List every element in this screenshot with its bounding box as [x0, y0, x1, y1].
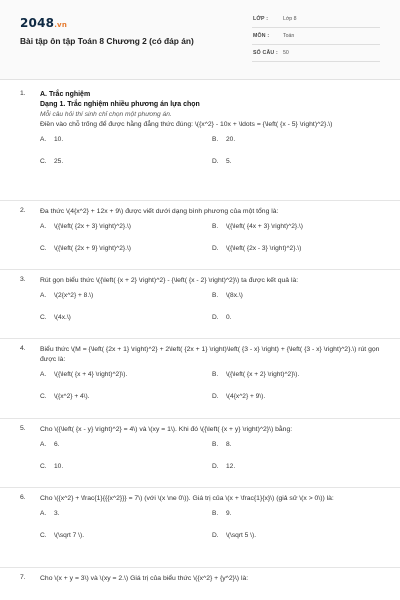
- option-a[interactable]: [40, 510, 60, 517]
- site-logo[interactable]: [20, 16, 67, 30]
- option-d[interactable]: [212, 158, 232, 165]
- option-letter: B.: [212, 136, 219, 143]
- option-letter: D.: [212, 245, 219, 252]
- question-text: Cho \(x + y = 3\) và \(xy = 2.\) Giá trị của biểu thức \({x^2} + {y^2}\) là:: [40, 575, 249, 582]
- option-text: 6.: [54, 441, 60, 448]
- option-b[interactable]: [212, 223, 303, 230]
- question-item: [0, 84, 400, 201]
- question-number: 1.: [20, 90, 26, 97]
- option-a[interactable]: [40, 371, 127, 378]
- option-c[interactable]: [40, 393, 90, 400]
- question-body: [40, 345, 380, 415]
- option-letter: D.: [212, 532, 219, 539]
- options-row: [40, 371, 380, 393]
- question-item: [0, 568, 400, 598]
- option-text: 10.: [54, 463, 64, 470]
- logo-main-text: 2048: [20, 16, 55, 30]
- option-d[interactable]: [212, 245, 301, 252]
- question-item: [0, 488, 400, 568]
- question-text: Biểu thức \(M = {\left( {2x + 1} \right)^2} + 2\left( {2x + 1} \right)\left( {3 - x} \right) + {\left( {3 - x} \right)^2}.\) rút gọn được là:: [40, 346, 380, 363]
- option-text: 5.: [226, 158, 232, 165]
- question-number: 2.: [20, 207, 26, 214]
- option-letter: B.: [212, 371, 219, 378]
- option-letter: A.: [40, 371, 47, 378]
- question-text: Đa thức \(4{x^2} + 12x + 9\) được viết dưới dạng bình phương của một tổng là:: [40, 208, 279, 215]
- section-title: A. Trắc nghiệm: [40, 91, 91, 98]
- question-body: [40, 207, 380, 267]
- options-row: [40, 158, 380, 180]
- option-b[interactable]: [212, 292, 243, 299]
- question-list: [0, 84, 400, 598]
- option-d[interactable]: [212, 314, 232, 321]
- answer-options: [40, 136, 380, 180]
- option-text: \(\sqrt 5 \).: [226, 532, 257, 539]
- option-d[interactable]: [212, 463, 235, 470]
- option-letter: B.: [212, 292, 219, 299]
- subsection-title: Dạng 1. Trắc nghiệm nhiều phương án lựa chọn: [40, 101, 200, 108]
- question-text: Rút gọn biểu thức \({\left( {x + 2} \right)^2} - {\left( {x - 2} \right)^2}\) ta được kết quả là:: [40, 277, 299, 284]
- option-d[interactable]: [212, 532, 256, 539]
- options-row: [40, 441, 380, 463]
- option-letter: A.: [40, 510, 47, 517]
- option-c[interactable]: [40, 158, 63, 165]
- options-row: [40, 532, 380, 554]
- option-text: \({\left( {2x + 9} \right)^2}.\): [54, 245, 131, 252]
- option-a[interactable]: [40, 136, 63, 143]
- question-body: [40, 90, 380, 180]
- option-text: \({\left( {2x - 3} \right)^2}.\): [226, 245, 302, 252]
- question-number: 7.: [20, 574, 26, 581]
- meta-row-count: [252, 45, 380, 62]
- option-text: \(2{x^2} + 8.\): [54, 292, 94, 299]
- option-letter: B.: [212, 223, 219, 230]
- option-text: 20.: [226, 136, 236, 143]
- options-row: [40, 292, 380, 314]
- question-body: [40, 494, 380, 554]
- option-text: \(8x.\): [226, 292, 243, 299]
- question-body: [40, 574, 380, 584]
- option-a[interactable]: [40, 292, 93, 299]
- options-row: [40, 314, 380, 336]
- option-letter: A.: [40, 441, 47, 448]
- meta-value-class: Lớp 8: [283, 16, 297, 22]
- question-item: [0, 270, 400, 339]
- option-c[interactable]: [40, 463, 63, 470]
- option-text: 3.: [54, 510, 60, 517]
- option-letter: A.: [40, 292, 47, 299]
- question-item: [0, 339, 400, 419]
- option-text: 25.: [54, 158, 64, 165]
- answer-options: [40, 371, 380, 415]
- options-row: [40, 245, 380, 267]
- option-b[interactable]: [212, 371, 299, 378]
- option-letter: C.: [40, 463, 47, 470]
- option-c[interactable]: [40, 532, 84, 539]
- question-body: [40, 425, 380, 485]
- option-d[interactable]: [212, 393, 265, 400]
- meta-label-count: SỐ CÂU :: [253, 50, 278, 56]
- option-letter: C.: [40, 393, 47, 400]
- question-number: 6.: [20, 494, 26, 501]
- options-row: [40, 136, 380, 158]
- question-body: [40, 276, 380, 336]
- instruction-note: Mỗi câu hỏi thí sinh chỉ chọn một phương án.: [40, 111, 172, 118]
- meta-row-subject: [252, 28, 380, 45]
- option-text: 12.: [226, 463, 236, 470]
- option-text: 8.: [226, 441, 232, 448]
- question-item: [0, 419, 400, 488]
- meta-value-subject: Toán: [283, 33, 295, 39]
- option-text: \({\left( {x + 2} \right)^2}\).: [226, 371, 300, 378]
- option-letter: D.: [212, 314, 219, 321]
- option-text: \(\sqrt 7 \).: [54, 532, 85, 539]
- answer-options: [40, 223, 380, 267]
- question-text: Điền vào chỗ trống để được hằng đẳng thức đúng: \({x^2} - 10x + \ldots = {\left( {x - 5} \right)^2}.\): [40, 121, 333, 128]
- option-text: \({x^2} + 4\).: [54, 393, 90, 400]
- option-text: 9.: [226, 510, 232, 517]
- option-letter: C.: [40, 532, 47, 539]
- document-header: [0, 0, 400, 80]
- options-row: [40, 463, 380, 485]
- question-number: 4.: [20, 345, 26, 352]
- option-letter: B.: [212, 441, 219, 448]
- options-row: [40, 393, 380, 415]
- option-text: \({\left( {2x + 3} \right)^2}.\): [54, 223, 131, 230]
- option-text: \({\left( {x + 4} \right)^2}\).: [54, 371, 128, 378]
- answer-options: [40, 510, 380, 554]
- option-letter: A.: [40, 223, 47, 230]
- option-c[interactable]: [40, 245, 131, 252]
- option-letter: D.: [212, 463, 219, 470]
- option-text: \({\left( {4x + 3} \right)^2}.\): [226, 223, 303, 230]
- option-b[interactable]: [212, 510, 232, 517]
- answer-options: [40, 292, 380, 336]
- question-item: [0, 201, 400, 270]
- option-text: 10.: [54, 136, 64, 143]
- meta-label-class: LỚP :: [253, 16, 269, 22]
- option-a[interactable]: [40, 223, 131, 230]
- option-text: 0.: [226, 314, 232, 321]
- option-letter: C.: [40, 245, 47, 252]
- option-a[interactable]: [40, 441, 60, 448]
- option-text: \(4x.\): [54, 314, 71, 321]
- options-row: [40, 510, 380, 532]
- question-number: 3.: [20, 276, 26, 283]
- option-c[interactable]: [40, 314, 71, 321]
- option-text: \(4{x^2} + 9\).: [226, 393, 266, 400]
- logo-suffix-text: .vn: [54, 21, 68, 29]
- question-text: Cho \({\left( {x - y} \right)^2} = 4\) và \(xy = 1\). Khi đó \({\left( {x + y} \right)^2}\) bằng:: [40, 426, 293, 433]
- option-letter: C.: [40, 314, 47, 321]
- option-letter: D.: [212, 393, 219, 400]
- option-letter: B.: [212, 510, 219, 517]
- option-letter: A.: [40, 136, 47, 143]
- document-title: Bài tập ôn tập Toán 8 Chương 2 (có đáp án): [20, 36, 194, 46]
- option-b[interactable]: [212, 441, 232, 448]
- meta-value-count: 50: [283, 50, 289, 56]
- option-b[interactable]: [212, 136, 235, 143]
- question-text: Cho \({x^2} + \frac{1}{{{x^2}}} = 7\) (với \(x \ne 0\)). Giá trị của \(x + \frac{1}{x}\) (giả sử \(x > 0\)) là:: [40, 495, 334, 502]
- meta-label-subject: MÔN :: [253, 33, 270, 39]
- option-letter: C.: [40, 158, 47, 165]
- meta-row-class: [252, 11, 380, 28]
- answer-options: [40, 441, 380, 485]
- document-meta-table: [252, 11, 380, 62]
- option-letter: D.: [212, 158, 219, 165]
- options-row: [40, 223, 380, 245]
- question-number: 5.: [20, 425, 26, 432]
